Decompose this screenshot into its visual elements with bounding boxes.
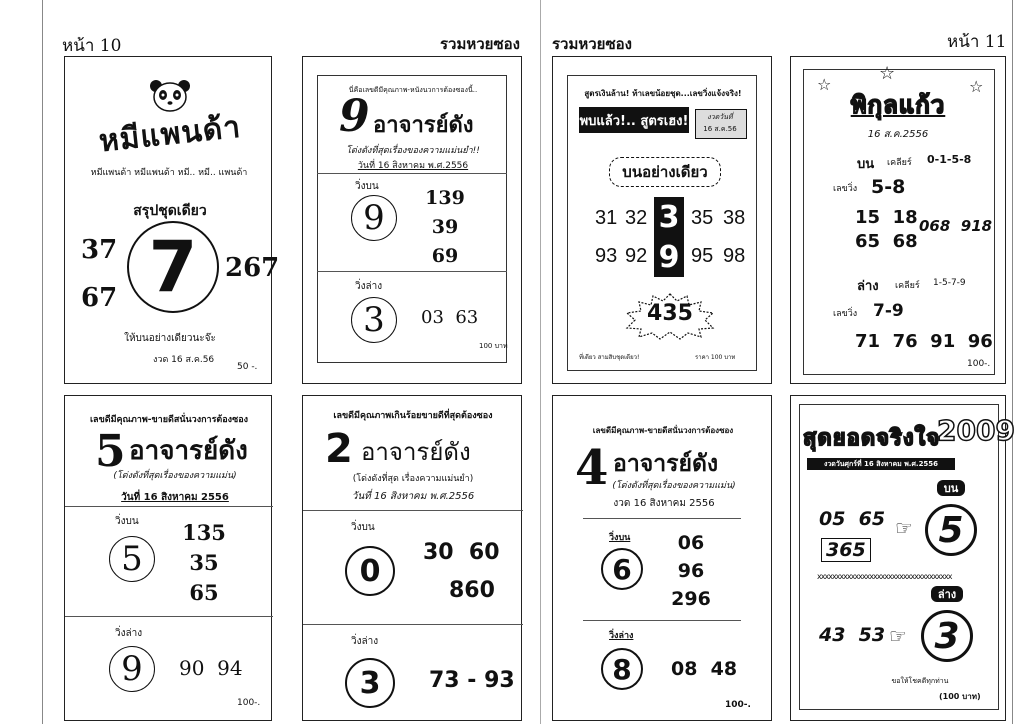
two-up-nums-a: 30 60 (423, 540, 500, 565)
sudyod-down-pairs: 43 53 (819, 624, 886, 646)
two-sep-2 (303, 624, 523, 625)
pikul-price: 100-. (967, 359, 991, 369)
two-down-digit: 3 (345, 658, 395, 708)
two-sep-1 (303, 510, 523, 511)
two-up-nums-b: 860 (449, 578, 495, 603)
pikul-up-clear: 0-1-5-8 (927, 153, 972, 166)
sudyod-divider: xxxxxxxxxxxxxxxxxxxxxxxxxxxxxxxxxxxx (817, 572, 952, 581)
panda-icon (149, 79, 191, 113)
four-title: อาจารย์ดัง (613, 451, 719, 477)
sudyod-up-pairs: 05 65 (819, 508, 886, 530)
sudyod-year: 2009 (937, 414, 1015, 447)
pikul-title: พิกุลแก้ว (850, 91, 946, 119)
sudyod-price: (100 บาท) (939, 692, 981, 701)
one-upper-row1-n5: 38 (723, 207, 746, 229)
five-number: 5 (95, 426, 126, 477)
five-date: วันที่ 16 สิงหาคม 2556 (121, 492, 229, 503)
nine-down-digit: 3 (351, 297, 397, 343)
one-upper-row1-n4: 35 (691, 207, 714, 229)
two-date: วันที่ 16 สิงหาคม พ.ศ.2556 (351, 491, 475, 502)
nine-number: 9 (339, 91, 370, 142)
nine-sep-1 (317, 173, 507, 174)
five-up-digit: 5 (109, 536, 155, 582)
panda-title: หมีแพนด้า (97, 109, 243, 160)
panda-date: งวด 16 ส.ค.56 (153, 355, 215, 365)
nine-up-num-2: 39 (431, 216, 459, 238)
two-down-nums: 73 - 93 (429, 668, 515, 693)
four-top-line: เลขดีมีคุณภาพ-ขายดีสนั่นวงการต้องซอง (592, 426, 734, 435)
pikul-date: 16 ส.ค.2556 (867, 129, 929, 140)
five-sep-2 (65, 616, 273, 617)
pointing-hand-icon-down: ☞ (889, 624, 907, 648)
two-number: 2 (325, 426, 353, 472)
four-sep-2 (583, 620, 741, 621)
five-up-num-3: 65 (189, 580, 219, 605)
four-up-num-3: 296 (671, 588, 711, 610)
panda-note: ให้บนอย่างเดียวนะจ๊ะ (124, 333, 216, 344)
pikul-up-clear-label: เคลียร์ (887, 158, 912, 168)
nine-up-label: วิ่งบน (355, 181, 379, 192)
nine-teachers-card (302, 56, 522, 384)
panda-right: 267 (225, 253, 280, 283)
five-tagline: (โด่งดังที่สุดเรื่องของความแม่น) (113, 471, 237, 481)
four-up-digit: 6 (601, 548, 643, 590)
two-teachers-card (302, 395, 522, 721)
five-teachers-card (64, 395, 272, 721)
one-upper-card (552, 56, 772, 384)
pikul-pairs-a: 15 18 (855, 207, 918, 228)
one-upper-burst-num: 435 (647, 301, 693, 326)
sudyod-down-digit: 3 (921, 610, 973, 662)
pikul-down-clear-label: เคลียร์ (895, 281, 920, 291)
one-upper-row1-n2: 32 (625, 207, 648, 229)
panda-left-top: 37 (81, 235, 118, 265)
four-sep-1 (583, 518, 741, 519)
pikul-down-pairs: 71 76 91 96 (855, 331, 993, 352)
four-down-digit: 8 (601, 648, 643, 690)
one-upper-row2-n2: 92 (625, 245, 648, 267)
four-up-num-1: 06 (677, 532, 705, 554)
star-icon-left: ☆ (817, 75, 832, 94)
four-down-nums: 08 48 (671, 658, 738, 680)
right-page-edge (1012, 0, 1013, 724)
four-up-label: วิ่งบน (609, 533, 631, 543)
two-title: อาจารย์ดัง (361, 438, 471, 466)
sudyod-up-digit: 5 (925, 504, 977, 556)
five-price: 100-. (237, 698, 261, 708)
panda-card (64, 56, 280, 384)
one-upper-top-line: สูตรเงินล้าน! ท้าเลขน้อยชุด...เลขวิ่งแจ้งจริง! (584, 89, 742, 98)
one-upper-footer-left: ที่เดียว สามสิบชุดเดียว! (579, 354, 640, 361)
pikul-up-run: 5-8 (871, 176, 906, 198)
right-section-title: รวมหวยซอง (552, 35, 632, 53)
nine-sep-2 (317, 271, 507, 272)
panda-price: 50 -. (237, 362, 258, 372)
panda-main-digit: 7 (127, 221, 219, 313)
sudyod-down-label: ล่าง (931, 586, 963, 602)
four-price: 100-. (725, 700, 751, 710)
nine-up-digit: 9 (351, 195, 397, 241)
one-upper-footer-right: ราคา 100 บาท (695, 354, 736, 361)
two-up-digit: 0 (345, 546, 395, 596)
one-upper-issue-label: งวดวันที่ (707, 113, 733, 121)
two-top-line: เลขดีมีคุณภาพเกินร้อยขายดีที่สุดต้องซอง (333, 411, 493, 421)
left-page-number: หน้า 10 (62, 36, 122, 56)
one-upper-row1-key: 3 (654, 197, 684, 237)
panda-left-bottom: 67 (81, 283, 118, 313)
pikul-kaew-card (790, 56, 1006, 384)
one-upper-row2-n5: 98 (723, 245, 746, 267)
four-up-num-2: 96 (677, 560, 705, 582)
nine-up-num-3: 69 (431, 245, 459, 267)
pikul-down-run: 7-9 (873, 301, 904, 321)
nine-down-label: วิ่งล่าง (355, 281, 383, 292)
pikul-up-label: บน (857, 157, 875, 172)
sudyod-wish: ขอให้โชคดีทุกท่าน (891, 677, 949, 685)
pikul-pairs-b: 65 68 (855, 231, 918, 252)
five-sep-1 (65, 506, 273, 507)
pikul-down-clear: 1-5-7-9 (933, 278, 966, 288)
left-page-edge (42, 0, 43, 724)
two-up-label: วิ่งบน (351, 522, 375, 533)
nine-tagline: โด่งดังที่สุดเรื่องของความแม่นยำ!! (346, 146, 480, 156)
pikul-down-label: ล่าง (857, 279, 879, 294)
right-page-number: หน้า 11 (947, 32, 1007, 52)
panda-subtitle: หมีแพนด้า หมีแพนด้า หมี.. หมี.. แพนด้า (90, 168, 248, 178)
one-upper-row2-key: 9 (654, 237, 684, 277)
five-down-digit: 9 (109, 646, 155, 692)
five-up-num-1: 135 (182, 520, 226, 545)
five-top-line: เลขดีมีคุณภาพ-ขายดีสนั่นวงการต้องซอง (89, 415, 248, 425)
one-upper-issue-date: 16 ส.ค.56 (703, 125, 737, 133)
nine-top-line: นี่คือเลขดีมีคุณภาพ-หนังนวการต้องซองนี้.. (348, 86, 478, 94)
nine-date: วันที่ 16 สิงหาคม พ.ศ.2556 (357, 161, 469, 171)
nine-up-num-1: 139 (425, 187, 465, 209)
four-date: งวด 16 สิงหาคม 2556 (613, 498, 715, 509)
one-upper-row1-n1: 31 (595, 207, 618, 229)
star-icon-top: ☆ (879, 63, 896, 84)
pikul-up-run-label: เลขวิ่ง (833, 184, 858, 194)
sudyod-title: สุดยอดจริงใจ (803, 426, 941, 451)
panda-summary-label: สรุปชุดเดียว (133, 203, 207, 219)
one-upper-banner: พบแล้ว!.. สูตรเฮง! (579, 107, 689, 133)
sudyod-date-line: งวดวันศุกร์ที่ 16 สิงหาคม พ.ศ.2556 (807, 458, 955, 470)
nine-price: 100 บาท (479, 342, 508, 350)
pikul-triples: 068 918 (919, 217, 993, 235)
five-down-label: วิ่งล่าง (115, 628, 143, 639)
two-tagline: (โด่งดังที่สุด เรื่องความแม่นยำ) (352, 474, 474, 484)
center-fold (540, 0, 541, 724)
left-section-title: รวมหวยซอง (440, 35, 520, 53)
four-teachers-card (552, 395, 772, 721)
four-down-label: วิ่งล่าง (609, 631, 634, 641)
one-upper-row2-n4: 95 (691, 245, 714, 267)
pointing-hand-icon-up: ☞ (895, 516, 913, 540)
one-upper-heading: บนอย่างเดียว (609, 157, 721, 187)
star-icon-right: ☆ (969, 77, 984, 96)
one-upper-row2-n1: 93 (595, 245, 618, 267)
nine-down-nums: 03 63 (421, 307, 479, 328)
sudyod-up-triple: 365 (821, 538, 871, 562)
four-number: 4 (575, 440, 609, 496)
sudyod-up-label: บน (937, 480, 965, 496)
five-up-num-2: 35 (189, 550, 219, 575)
sudyod-card (790, 395, 1015, 721)
five-title: อาจารย์ดัง (129, 436, 248, 466)
nine-title: อาจารย์ดัง (373, 113, 474, 138)
five-down-nums: 90 94 (179, 656, 243, 680)
pikul-down-run-label: เลขวิ่ง (833, 309, 858, 319)
two-down-label: วิ่งล่าง (351, 636, 379, 647)
five-up-label: วิ่งบน (115, 516, 139, 527)
four-tagline: (โด่งดังที่สุดเรื่องของความแม่น) (612, 481, 736, 491)
